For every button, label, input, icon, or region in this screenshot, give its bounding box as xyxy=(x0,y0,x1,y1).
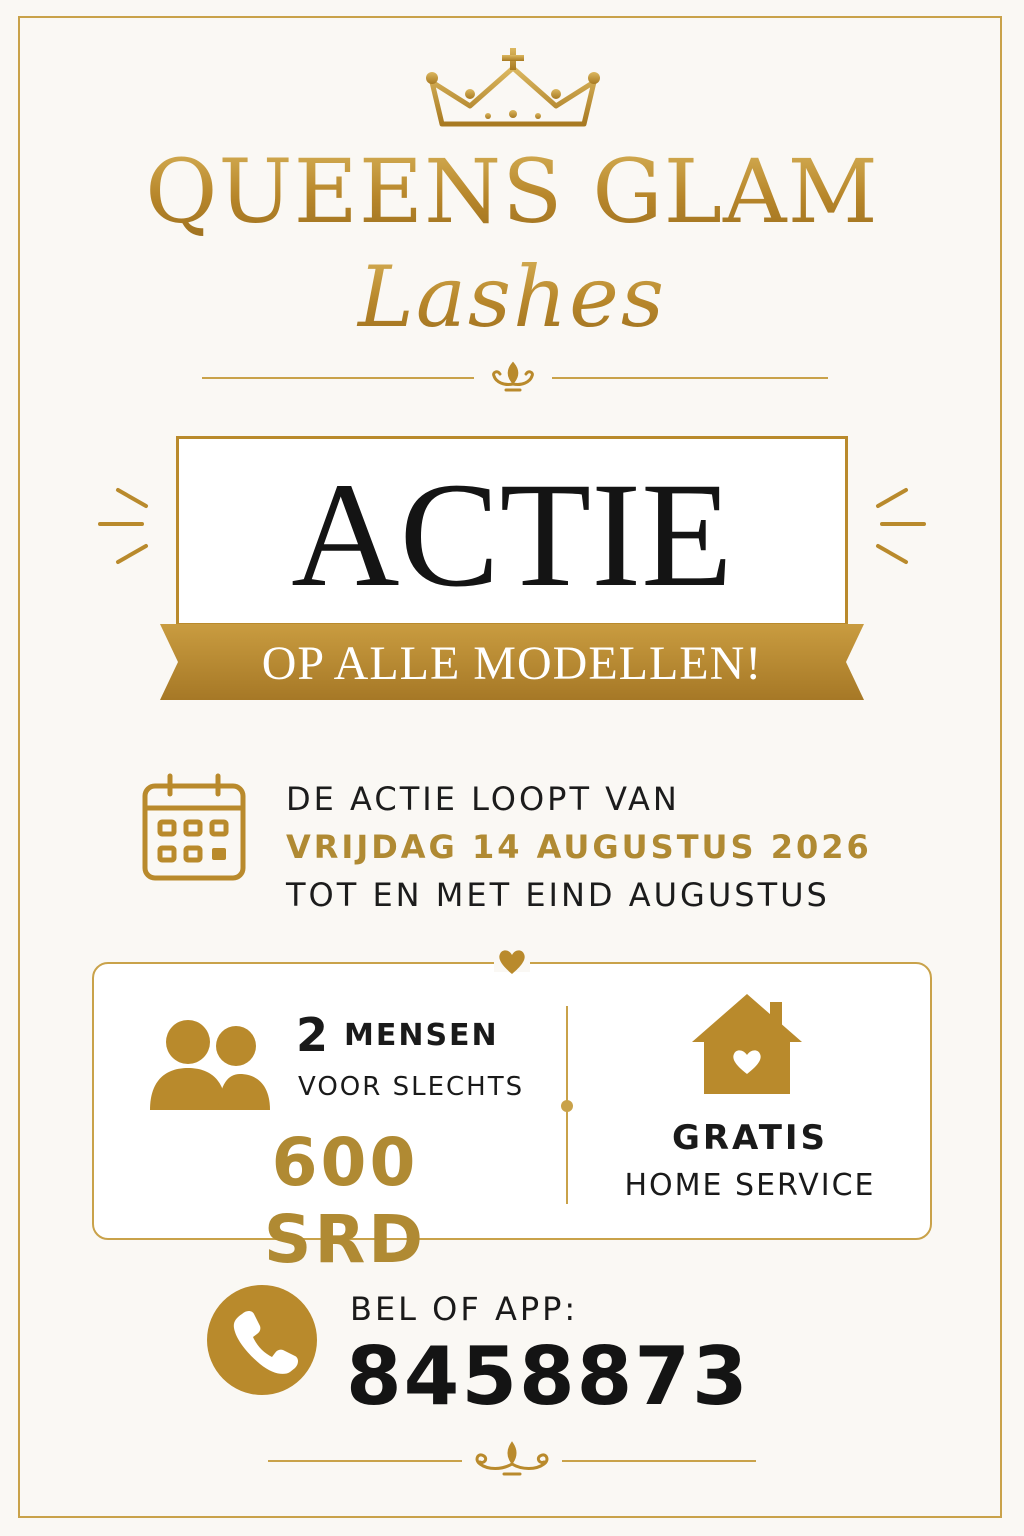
people-subtext: VOOR SLECHTS xyxy=(298,1072,525,1102)
house-heart-icon xyxy=(690,992,804,1096)
people-icon xyxy=(148,1018,272,1112)
phone-number[interactable]: 8458873 xyxy=(346,1330,750,1423)
panel-divider-dot xyxy=(561,1100,573,1112)
contact-label: BEL OF APP: xyxy=(350,1290,579,1328)
people-label: MENSEN xyxy=(344,1018,499,1053)
fleur-divider-icon xyxy=(482,360,544,396)
bottom-line-right xyxy=(562,1460,756,1462)
free-label: GRATIS xyxy=(671,1118,829,1158)
brand-subtitle: Lashes xyxy=(0,248,1024,346)
heart-icon xyxy=(494,944,530,978)
divider-line-right xyxy=(552,377,828,379)
divider-line-left xyxy=(202,377,474,379)
promo-title: ACTIE xyxy=(291,452,733,618)
phone-icon[interactable] xyxy=(206,1284,318,1396)
people-count: 2 xyxy=(296,1008,329,1062)
sparkle-left-icon xyxy=(96,484,156,574)
period-line-3: TOT EN MET EIND AUGUSTUS xyxy=(286,876,830,914)
period-date: VRIJDAG 14 AUGUSTUS 2026 xyxy=(286,828,872,866)
free-service: HOME SERVICE xyxy=(624,1168,876,1203)
calendar-icon xyxy=(140,772,248,884)
flourish-icon xyxy=(468,1440,556,1480)
period-line-1: DE ACTIE LOOPT VAN xyxy=(286,780,680,818)
bottom-line-left xyxy=(268,1460,462,1462)
price: 600 SRD xyxy=(263,1124,427,1278)
brand-name: QUEENS GLAM xyxy=(0,140,1024,243)
promo-ribbon-text: OP ALLE MODELLEN! xyxy=(261,637,763,690)
sparkle-right-icon xyxy=(868,484,928,574)
crown-icon xyxy=(418,46,608,136)
